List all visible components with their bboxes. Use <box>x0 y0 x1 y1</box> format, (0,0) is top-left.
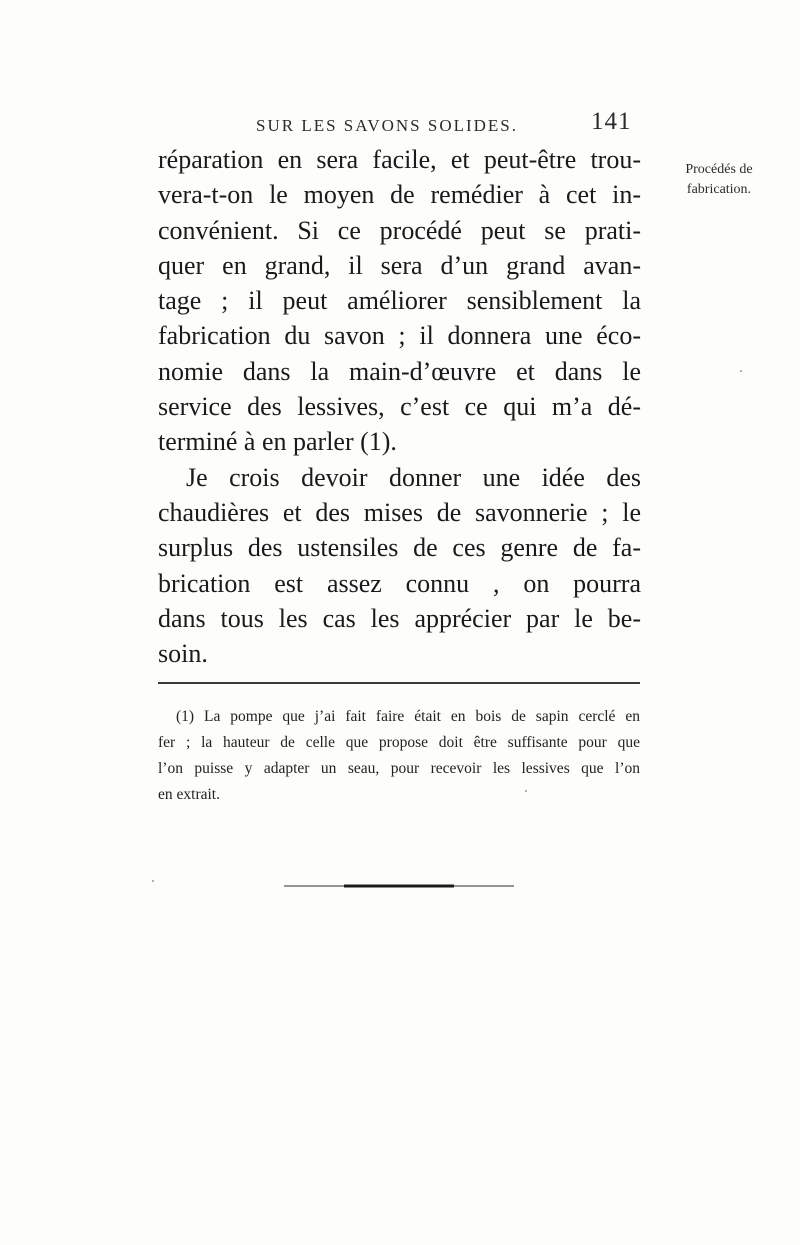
footnote-line: (1) La pompe que j’ai fait faire était en bois de sapin cerclé en <box>176 708 640 725</box>
body-text <box>158 142 641 671</box>
body-line: convénient. Si ce procédé peut se prati- <box>158 215 641 245</box>
body-line: Je crois devoir donner une idée des <box>186 462 641 492</box>
body-line: nomie dans la main-d’œuvre et dans le <box>158 356 641 386</box>
body-line: fabrication du savon ; il donnera une éco- <box>158 321 641 351</box>
body-line: quer en grand, il sera d’un grand avan- <box>158 250 641 280</box>
page-number: 141 <box>591 108 632 135</box>
footnote-line: en extrait. <box>158 786 220 803</box>
running-title: SUR LES SAVONS SOLIDES. <box>256 116 519 135</box>
body-line: tage ; il peut améliorer sensiblement la <box>158 286 641 316</box>
paper-speck <box>525 790 527 792</box>
body-line: service des lessives, c’est ce qui m’a dé- <box>158 392 641 422</box>
body-line: réparation en sera facile, et peut-être trou- <box>158 145 641 174</box>
margin-note-line: fabrication. <box>686 182 752 197</box>
margin-note-line: Procédés de <box>685 162 753 177</box>
end-ornament-rule <box>284 884 514 888</box>
body-line: dans tous les cas les apprécier par le be- <box>158 603 641 633</box>
footnote <box>158 704 640 808</box>
body-line: vera-t-on le moyen de remédier à cet in- <box>158 180 641 210</box>
paper-speck <box>152 880 154 882</box>
body-line: chaudières et des mises de savonnerie ; le <box>158 497 641 527</box>
body-line: surplus des ustensiles de ces genre de fa- <box>158 533 641 563</box>
paper-speck <box>740 370 742 372</box>
margin-note <box>664 160 774 200</box>
body-line: soin. <box>158 639 208 669</box>
footnote-separator-rule <box>158 682 640 684</box>
footnote-line: l’on puisse y adapter un seau, pour recevoir les lessives que l’on <box>158 760 640 777</box>
running-head <box>256 108 656 142</box>
footnote-line: fer ; la hauteur de celle que propose doit être suffisante pour que <box>158 734 640 751</box>
body-line: terminé à en parler (1). <box>158 427 397 457</box>
body-line: brication est assez connu , on pourra <box>158 568 641 598</box>
